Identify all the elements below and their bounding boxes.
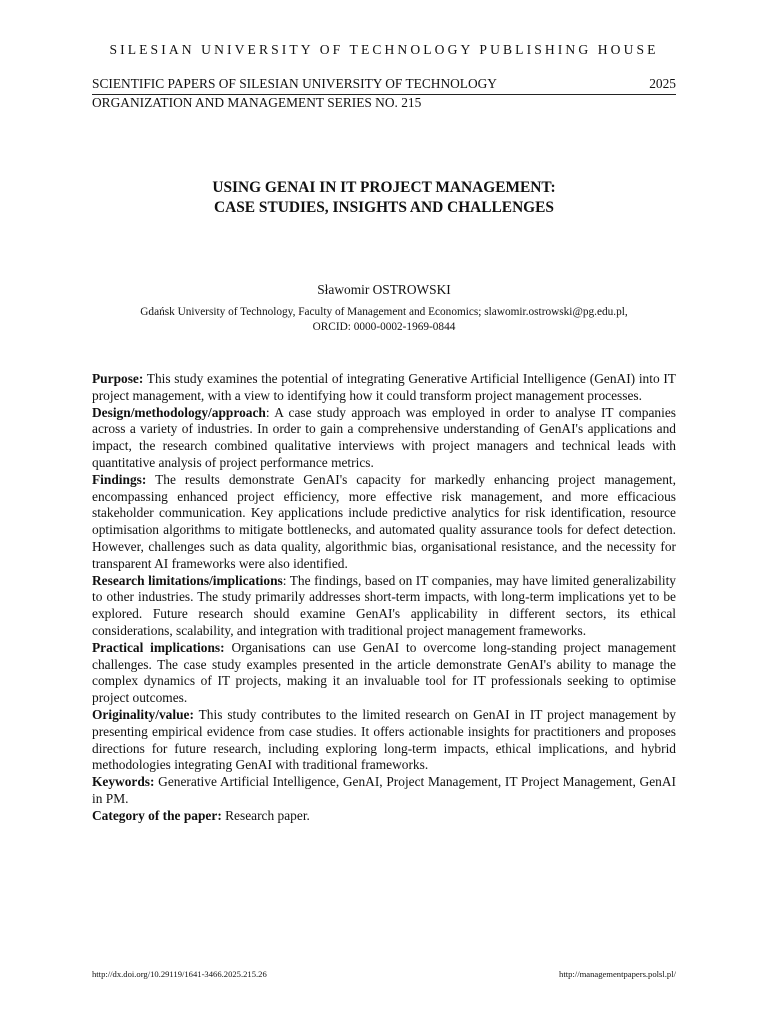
originality-text: This study contributes to the limited research on GenAI in IT project management by presenting empirical evidence from case studies. It offers actionable insights for practitioners and proposes directions for future research, including exploring long-term impacts, ethical implications, and hybrid methodologies integrating GenAI with traditional frameworks. (92, 706, 676, 773)
journal-header (92, 76, 676, 95)
publisher-name: SILESIAN UNIVERSITY OF TECHNOLOGY PUBLISHING HOUSE (109, 42, 659, 57)
practical-text: Organisations can use GenAI to overcome long-standing project management challenges. The case study examples presented in the article demonstrate GenAI's ability to manage the complex dynamics of IT projects, making it an invaluable tool for IT professionals seeking to optimise project outcomes. (92, 639, 677, 706)
design-text: : A case study approach was employed in order to analyse IT companies across a variety of industries. In order to gain a comprehensive understanding of GenAI's applications and impact, the research combined qualitative interviews with project managers and technical leads with quantitative analysis of project performance metrics. (92, 404, 676, 470)
paper-title (92, 178, 676, 218)
author-name: Sławomir OSTROWSKI (317, 282, 451, 297)
abstract-practical (92, 640, 676, 707)
title-line-2: CASE STUDIES, INSIGHTS AND CHALLENGES (214, 199, 554, 216)
orcid: ORCID: 0000-0002-1969-0844 (312, 321, 456, 333)
limitations-label: Research limitations/implications (92, 572, 283, 588)
abstract-category (92, 808, 676, 825)
abstract-purpose (92, 371, 676, 405)
affiliation-text: Gdańsk University of Technology, Faculty of Management and Economics; slawomir.ostrowski@pg.edu.pl, (140, 306, 628, 318)
journal-title: SCIENTIFIC PAPERS OF SILESIAN UNIVERSITY OF TECHNOLOGY (92, 76, 497, 91)
abstract-design (92, 405, 676, 472)
category-text: Research paper. (221, 807, 310, 823)
keywords-label: Keywords: (92, 774, 155, 790)
series-number: ORGANIZATION AND MANAGEMENT SERIES NO. 215 (92, 95, 422, 110)
findings-label: Findings: (92, 471, 147, 487)
originality-label: Originality/value: (92, 706, 194, 722)
purpose-text: This study examines the potential of integrating Generative Artificial Intelligence (GenAI) into IT project management, with a view to identifying how it could transform project management processes. (92, 371, 676, 403)
abstract-limitations (92, 573, 676, 640)
journal-url-link[interactable]: http://managementpapers.polsl.pl/ (559, 969, 676, 979)
abstract-originality (92, 707, 676, 774)
practical-label: Practical implications: (92, 639, 225, 655)
design-label: Design/methodology/approach (92, 404, 266, 420)
abstract-findings (92, 472, 676, 573)
category-label: Category of the paper: (92, 807, 222, 823)
title-line-1: USING GENAI IN IT PROJECT MANAGEMENT: (212, 179, 556, 196)
doi-link[interactable]: http://dx.doi.org/10.29119/1641-3466.2025.215.26 (92, 969, 267, 979)
publication-year: 2025 (649, 76, 676, 91)
keywords-text: Generative Artificial Intelligence, GenAI, Project Management, IT Project Management, GenAI in PM. (92, 774, 676, 806)
abstract-keywords (92, 774, 676, 808)
author-affiliation (92, 305, 676, 335)
abstract (92, 371, 676, 825)
findings-text: The results demonstrate GenAI's capacity for markedly enhancing project management, encompassing enhanced project efficiency, more effective risk management, and more efficacious stakeholder communication. Key applications include predictive analytics for risk identification, resource optimisation algorithms to mitigate bottlenecks, and automated quality assurance tools for defect detection. However, challenges such as data quality, algorithmic bias, organisational resistance, and the necessity for transparent AI frameworks were also identified. (92, 471, 676, 571)
purpose-label: Purpose: (92, 371, 144, 386)
limitations-text: : The findings, based on IT companies, may have limited generalizability to other industries. The study primarily addresses short-term impacts, with long-term implications yet to be explored. Future research should examine GenAI's applicability in different sectors, its ethical considerations, scalability, and integration with traditional project management frameworks. (92, 572, 677, 638)
